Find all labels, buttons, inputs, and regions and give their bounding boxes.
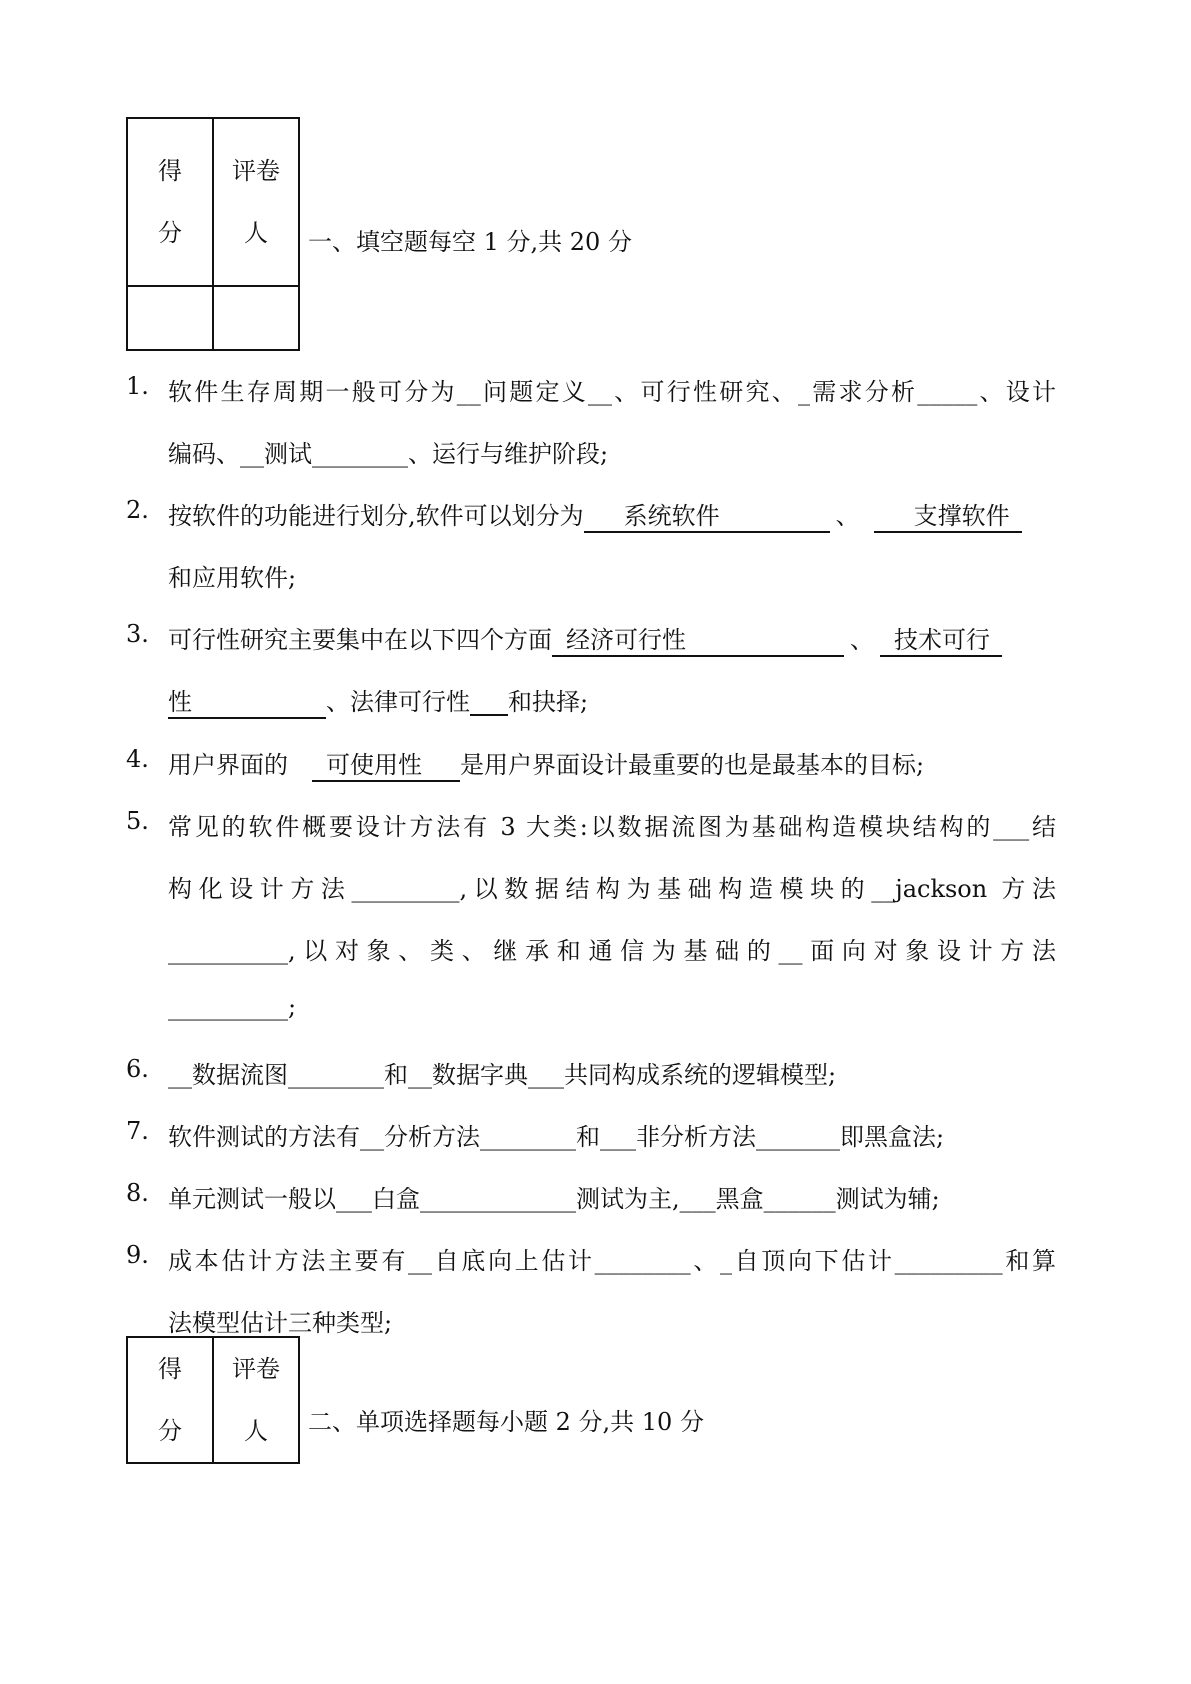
answer-blank (312, 745, 460, 782)
question-text-line (168, 745, 924, 782)
answer-text: 系统软件 (623, 502, 720, 530)
score-label-char: 得 (158, 157, 182, 185)
question-text: 用户界面的 (168, 751, 288, 779)
answer-blank (552, 620, 844, 657)
question-text-line: 法模型估计三种类型; (168, 1309, 393, 1337)
score-label-char: 分 (158, 1417, 182, 1445)
answer-text: 性 (168, 688, 192, 716)
answer-text: 技术可行 (894, 626, 990, 654)
question-number: 2. (126, 496, 149, 524)
question-number: 1. (126, 372, 149, 400)
grader-entry-cell[interactable] (213, 286, 299, 350)
score-label-char: 得 (158, 1355, 182, 1383)
score-box-2 (126, 1336, 300, 1464)
score-label-char: 分 (158, 219, 182, 247)
question-text-line (168, 496, 1022, 533)
answer-blank (470, 688, 508, 716)
question-text: 按软件的功能进行划分,软件可以划分为 (168, 502, 584, 530)
question-text: 、 (850, 626, 874, 654)
question-number: 9. (126, 1241, 149, 1269)
question-text-line: 软件测试的方法有__分析方法________和___非分析方法_______即黑盒法; (168, 1123, 945, 1151)
question-number: 7. (126, 1117, 149, 1145)
question-text: 和抉择; (508, 688, 589, 716)
question-number: 5. (126, 807, 149, 835)
question-text: 是用户界面设计最重要的也是最基本的目标; (460, 751, 925, 779)
question-text: 可行性研究主要集中在以下四个方面 (168, 626, 552, 654)
question-text: 、 (835, 502, 860, 530)
question-number: 8. (126, 1179, 149, 1207)
answer-blank (584, 496, 830, 533)
question-text-line (168, 682, 588, 719)
question-number: 4. (126, 745, 149, 773)
question-text-line: 和应用软件; (168, 564, 297, 592)
score-entry-cell[interactable] (127, 286, 213, 350)
question-text: 、法律可行性 (326, 688, 470, 716)
question-text-line: 常见的软件概要设计方法有 3 大类:以数据流图为基础构造模块结构的___结 (168, 813, 1056, 841)
question-number: 6. (126, 1055, 149, 1083)
grader-label-char: 评卷 (232, 1355, 280, 1383)
grader-label-cell (213, 1337, 299, 1463)
question-text-line: 软件生存周期一般可分为__问题定义__、可行性研究、_需求分析_____、设计 (168, 378, 1056, 406)
question-text-line (168, 620, 1002, 657)
question-number: 3. (126, 620, 149, 648)
answer-text: 经济可行性 (566, 626, 686, 654)
grader-label-char: 人 (244, 219, 268, 247)
question-text-line: __________,以对象、类、继承和通信为基础的__面向对象设计方法 (168, 937, 1056, 965)
answer-blank (168, 682, 326, 719)
score-label-cell (127, 118, 213, 286)
grader-label-char: 人 (244, 1417, 268, 1445)
score-label-cell (127, 1337, 213, 1463)
score-box-1 (126, 117, 300, 351)
question-text-line: __________; (168, 993, 297, 1021)
section-1-title: 一、填空题每空 1 分,共 20 分 (308, 228, 632, 256)
question-text-line: 编码、__测试________、运行与维护阶段; (168, 440, 609, 468)
question-text-line: __数据流图________和__数据字典___共同构成系统的逻辑模型; (168, 1061, 837, 1089)
grader-label-cell (213, 118, 299, 286)
question-text-line: 成本估计方法主要有__自底向上估计________、_自顶向下估计_________和算 (168, 1247, 1056, 1275)
section-2-title: 二、单项选择题每小题 2 分,共 10 分 (308, 1408, 704, 1436)
grader-label-char: 评卷 (232, 157, 280, 185)
answer-text: 支撑软件 (913, 502, 1010, 530)
answer-text: 可使用性 (326, 751, 422, 779)
question-text-line: 单元测试一般以___白盒_____________测试为主,___黑盒______测试为辅; (168, 1185, 940, 1213)
answer-blank (880, 620, 1002, 657)
question-text-line: 构化设计方法_________,以数据结构为基础构造模块的__jackson 方法 (168, 875, 1056, 903)
answer-blank (874, 496, 1022, 533)
